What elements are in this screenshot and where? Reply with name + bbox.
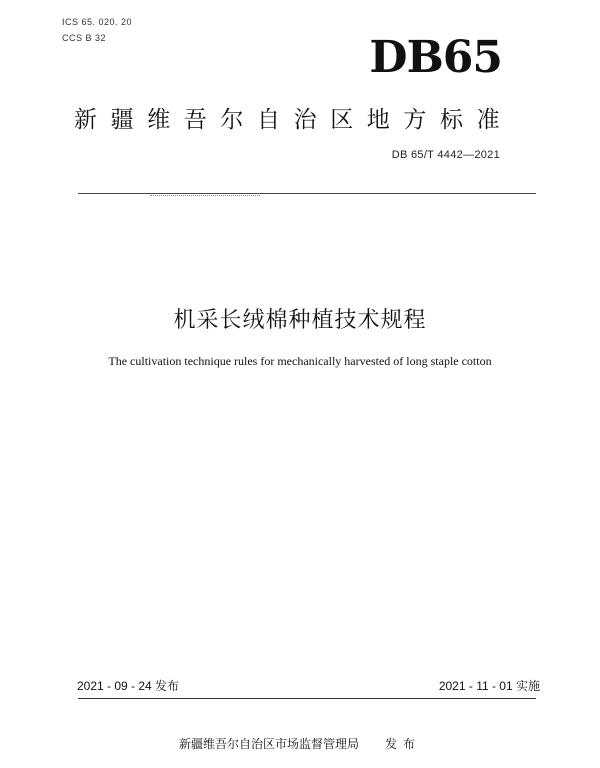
db65-logo: DB65 <box>369 32 502 83</box>
standard-number: DB 65/T 4442—2021 <box>391 149 500 161</box>
issuing-authority-title: 新疆维吾尔自治区地方标准 <box>74 107 514 133</box>
document-title-chinese: 机采长绒棉种植技术规程 <box>173 308 427 333</box>
issuer-line <box>0 735 600 752</box>
header-divider-faint <box>150 195 260 196</box>
document-title-english: The cultivation technique rules for mechanically harvested of long staple cotton <box>108 354 492 368</box>
header-divider <box>78 193 536 194</box>
ics-code: ICS 65. 020. 20 <box>62 17 133 27</box>
ccs-code: CCS B 32 <box>62 33 107 43</box>
issue-date: 2021 - 09 - 24 发布 <box>77 679 180 693</box>
implementation-date: 2021 - 11 - 01 实施 <box>438 679 540 693</box>
publish-label: 发布 <box>385 737 422 751</box>
footer-divider <box>78 698 536 699</box>
issuer-name: 新疆维吾尔自治区市场监督管理局 <box>178 737 359 751</box>
